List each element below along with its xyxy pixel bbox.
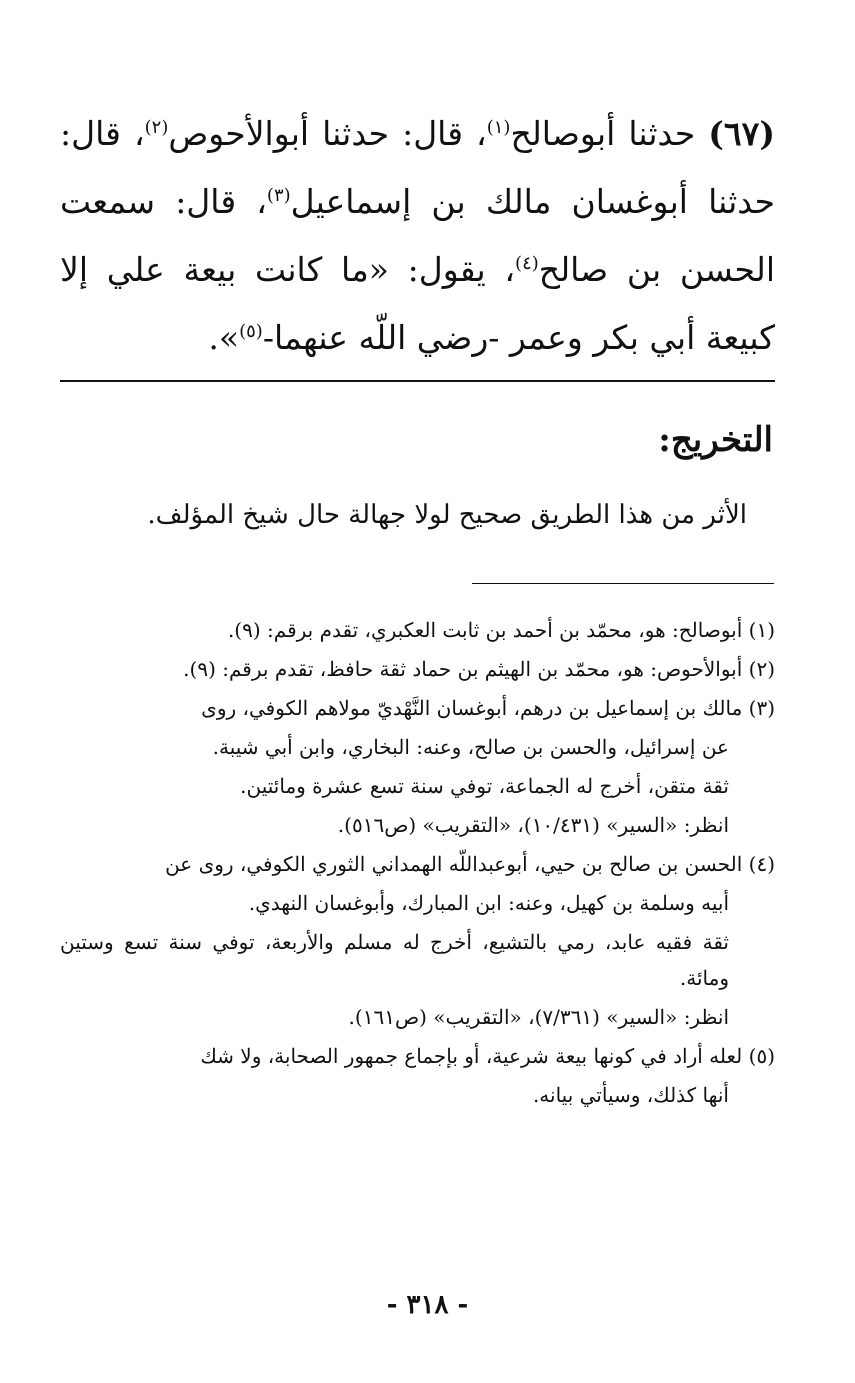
footnote-1: (١) أبوصالح: هو، محمّد بن أحمد بن ثابت العكبري، تقدم برقم: (٩). [227,618,775,642]
hadith-text-block [60,100,775,372]
footnote-4-line-2: أبيه وسلمة بن كهيل، وعنه: ابن المبارك، وأبوغسان النهدي. [248,891,729,915]
footnote-ref-2: (٢) [144,117,169,138]
footnote-3-line-4: انظر: «السير» (١٠/٤٣١)، «التقريب» (ص٥١٦). [337,813,729,837]
footnote-3-line-1: (٣) مالك بن إسماعيل بن درهم، أبوغسان النَّهْديّ مولاهم الكوفي، روى [201,696,775,720]
footnote-ref-3: (٣) [266,185,291,206]
hadith-text-part-4: ، قال: سمعت الحسن بن صالح [60,182,775,289]
footnote-ref-5: (٥) [239,321,263,342]
footnote-4-line-1: (٤) الحسن بن صالح بن حيي، أبوعبداللّه الهمداني الثوري الكوفي، روى عن [165,852,775,876]
footnotes-block [60,612,775,1116]
footnote-ref-4: (٤) [515,253,539,274]
footnote-5-line-1: (٥) لعله أراد في كونها بيعة شرعية، أو بإجماع جمهور الصحابة، ولا شك [200,1044,775,1068]
hadith-text-part-3: ، قال: حدثنا أبوغسان مالك بن إسماعيل [60,114,775,221]
footnote-3-line-3: ثقة متقن، أخرج له الجماعة، توفي سنة تسع عشرة ومائتين. [240,774,729,798]
footnote-3-line-2: عن إسرائيل، والحسن بن صالح، وعنه: البخاري، وابن أبي شيبة. [212,735,729,759]
footnote-5-line-2: أنها كذلك، وسيأتي بيانه. [532,1083,729,1107]
hadith-number: (٦٧) [708,114,775,153]
takhrij-heading: التخريج: [658,420,773,460]
hadith-text-part-6: ». [208,318,240,357]
footnote-ref-1: (١) [486,117,511,138]
footnote-separator [472,583,774,584]
hadith-text-part-1: حدثنا أبوصالح [510,114,696,153]
footnote-4-line-4: انظر: «السير» (٧/٣٦١)، «التقريب» (ص١٦١). [348,1005,729,1029]
footnote-4-line-3: ثقة فقيه عابد، رمي بالتشيع، أخرج له مسلم والأربعة، توفي سنة تسع وستين ومائة. [60,930,729,990]
hadith-text-part-2: ، قال: حدثنا أبوالأحوص [168,114,487,153]
section-divider [60,380,775,382]
hadith-paragraph [60,100,775,372]
hadith-text-part-5: ، يقول: «ما كانت بيعة علي إلا كبيعة أبي بكر وعمر -رضي اللّه عنهما- [60,250,775,357]
footnote-2: (٢) أبوالأحوص: هو، محمّد بن الهيثم بن حماد ثقة حافظ، تقدم برقم: (٩). [183,657,775,681]
takhrij-verdict: الأثر من هذا الطريق صحيح لولا جهالة حال شيخ المؤلف. [147,500,747,530]
page-number: - ٣١٨ - [386,1290,469,1320]
